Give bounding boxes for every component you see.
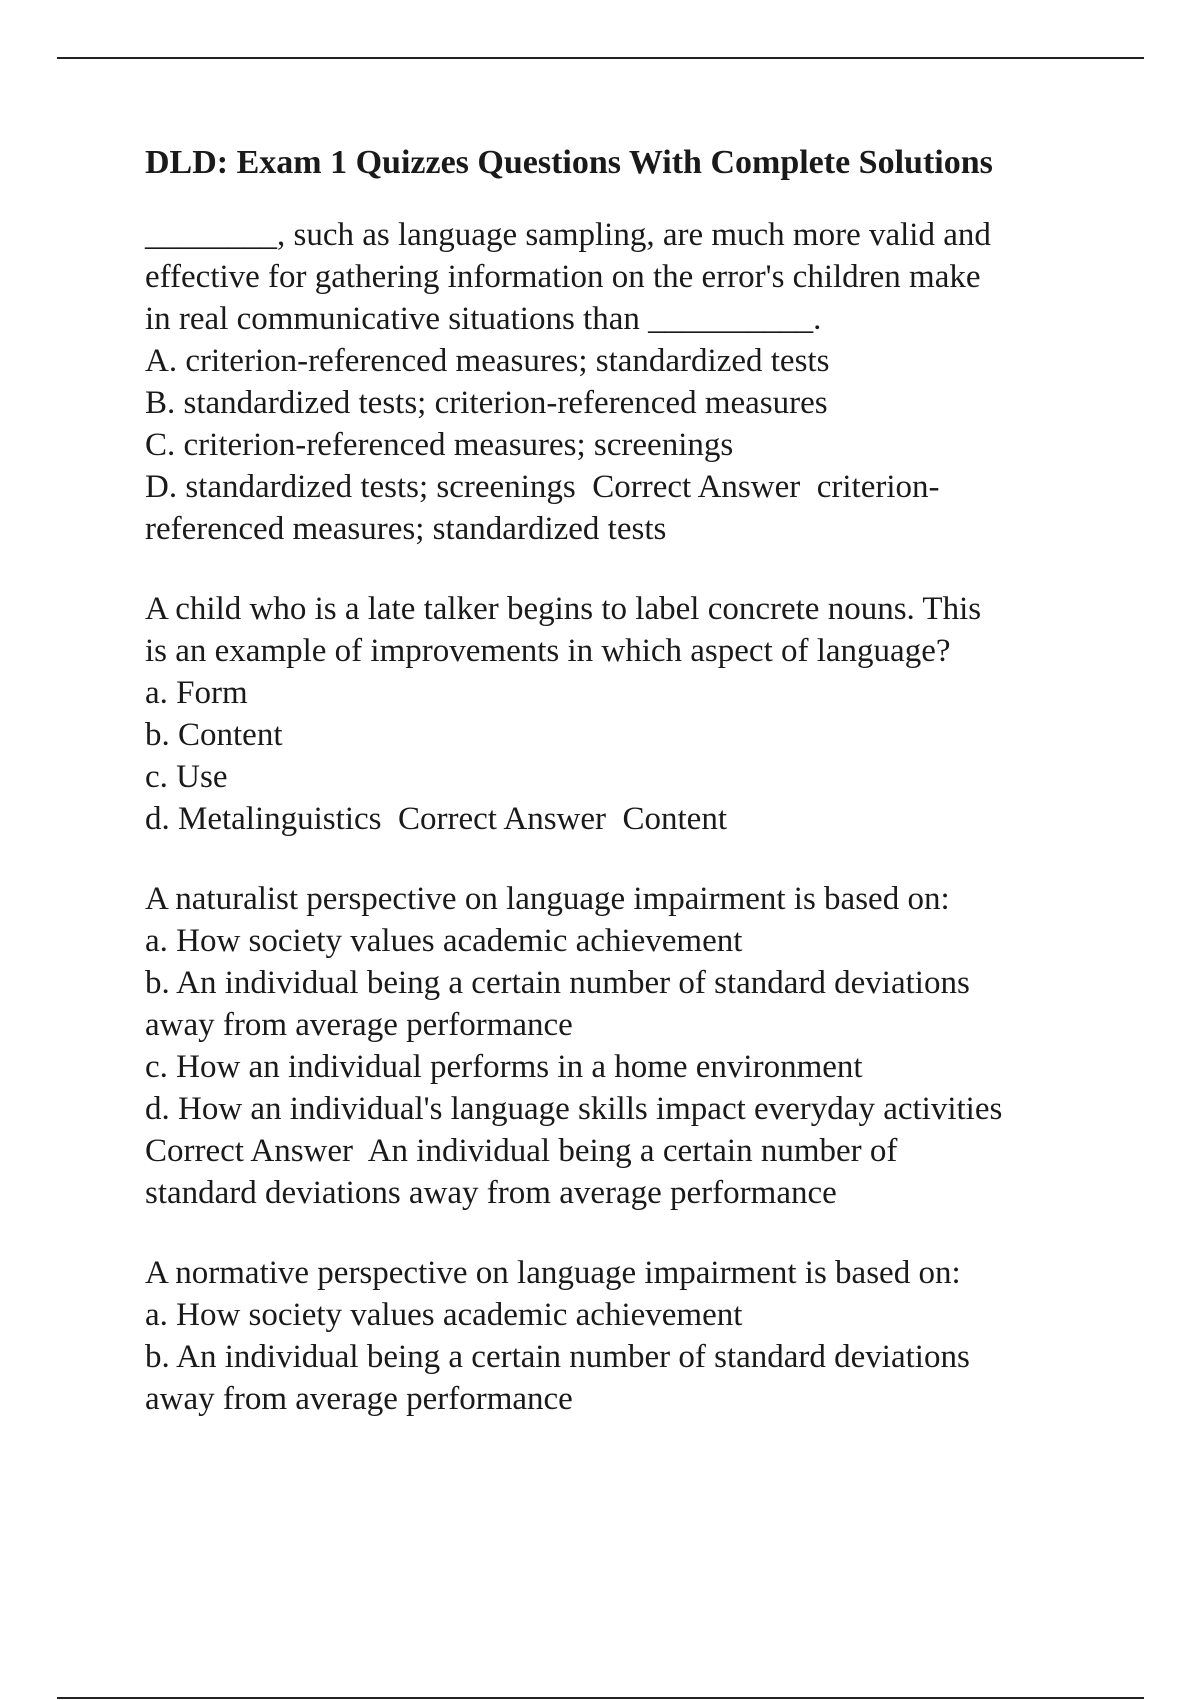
correct-answer: standard deviations away from average performance xyxy=(145,1175,837,1211)
answer-option: D. standardized tests; screenings Correct Answer criterion- xyxy=(145,469,940,505)
document-body xyxy=(145,140,1105,1458)
question-4 xyxy=(145,1252,1105,1420)
answer-option: b. An individual being a certain number of standard deviations xyxy=(145,1339,970,1375)
answer-option: away from average performance xyxy=(145,1007,573,1043)
footer-rule xyxy=(57,1697,1144,1699)
answer-option: B. standardized tests; criterion-referenced measures xyxy=(145,385,828,421)
document-title: DLD: Exam 1 Quizzes Questions With Complete Solutions xyxy=(145,144,993,181)
answer-option: d. Metalinguistics Correct Answer Content xyxy=(145,801,727,837)
question-line: is an example of improvements in which aspect of language? xyxy=(145,633,951,669)
question-3 xyxy=(145,878,1105,1214)
question-line: A child who is a late talker begins to label concrete nouns. This xyxy=(145,591,982,627)
answer-option: C. criterion-referenced measures; screenings xyxy=(145,427,734,463)
correct-answer: Correct Answer An individual being a certain number of xyxy=(145,1133,898,1169)
question-line: A naturalist perspective on language impairment is based on: xyxy=(145,881,950,917)
answer-option: away from average performance xyxy=(145,1381,573,1417)
answer-option: b. An individual being a certain number of standard deviations xyxy=(145,965,970,1001)
answer-option: d. How an individual's language skills impact everyday activities xyxy=(145,1091,1003,1127)
question-line: effective for gathering information on the error's children make xyxy=(145,259,981,295)
correct-answer: referenced measures; standardized tests xyxy=(145,511,667,547)
answer-option: A. criterion-referenced measures; standardized tests xyxy=(145,343,830,379)
answer-option: a. Form xyxy=(145,675,248,711)
answer-option: c. Use xyxy=(145,759,228,795)
question-2 xyxy=(145,588,1105,840)
answer-option: a. How society values academic achievement xyxy=(145,1297,743,1333)
question-line: in real communicative situations than __________. xyxy=(145,301,822,337)
question-line: A normative perspective on language impairment is based on: xyxy=(145,1255,961,1291)
header-rule xyxy=(57,57,1144,59)
question-line: ________, such as language sampling, are much more valid and xyxy=(145,217,991,253)
answer-option: a. How society values academic achievement xyxy=(145,923,743,959)
question-1 xyxy=(145,214,1105,550)
answer-option: c. How an individual performs in a home environment xyxy=(145,1049,863,1085)
answer-option: b. Content xyxy=(145,717,283,753)
